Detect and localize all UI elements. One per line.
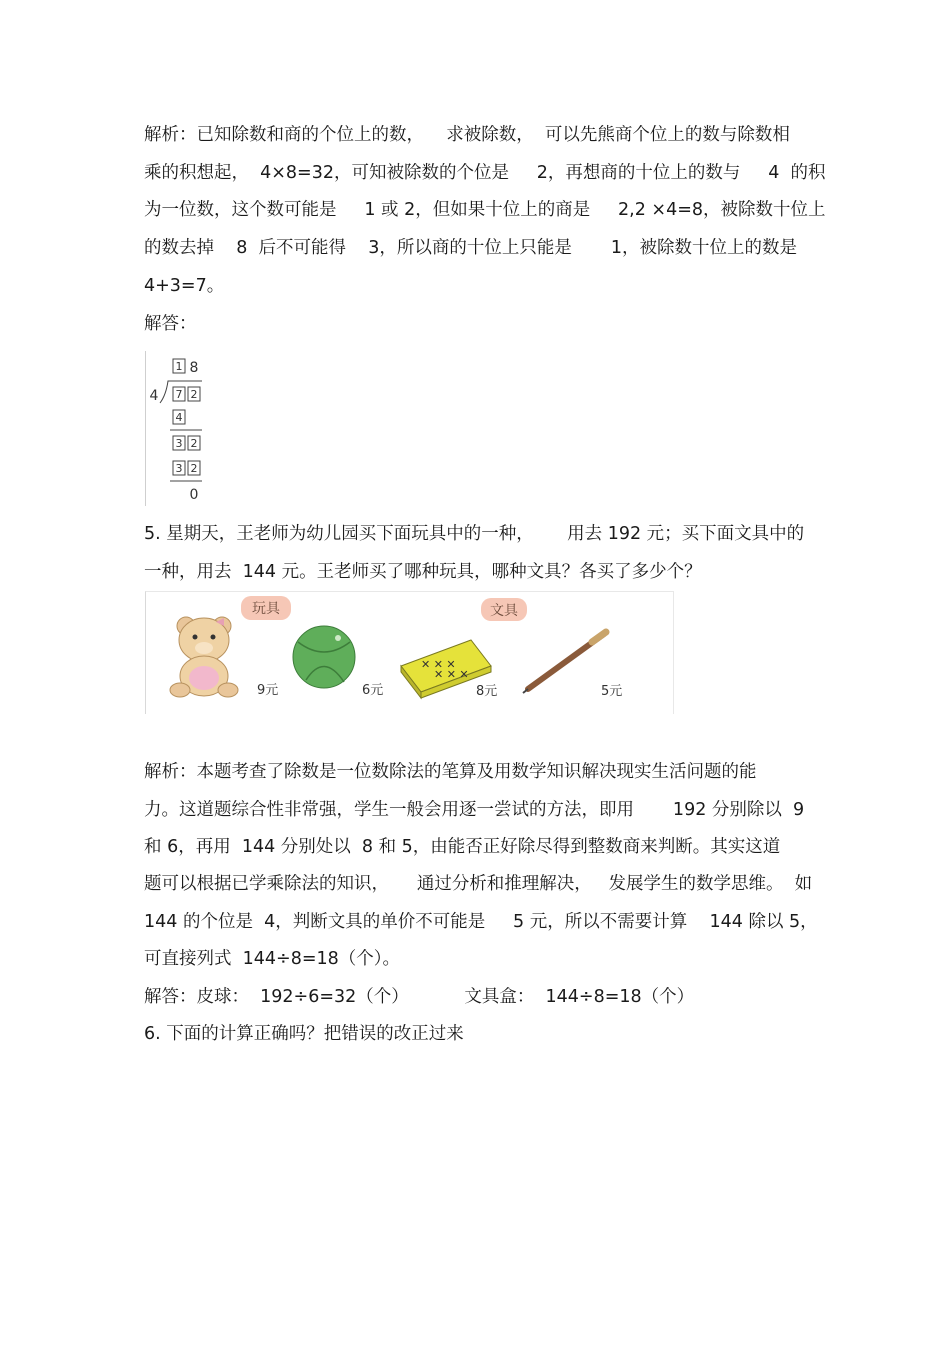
question-6: 6. 下面的计算正确吗？把错误的改正过来 [144, 1024, 464, 1044]
divisor: 4 [149, 388, 159, 404]
quotient-digit: 1 [175, 360, 183, 373]
analysis-line: 可直接列式 144÷8=18（个）。 [144, 949, 401, 969]
price-label: 8元 [476, 684, 498, 699]
analysis-line: 乘的积想起， 4×8=32，可知被除数的个位是 2，再想商的十位上的数与 4 的积 [144, 163, 826, 183]
svg-text:✕ ✕ ✕: ✕ ✕ ✕ [434, 668, 469, 681]
stationery-label: 文具 [490, 603, 518, 619]
step-digit: 2 [190, 462, 198, 475]
analysis-line: 解析：本题考查了除数是一位数除法的笔算及用数学知识解决现实生活问题的能 [144, 762, 757, 782]
ball-icon [293, 626, 355, 688]
step-digit: 2 [190, 437, 198, 450]
price-label: 5元 [601, 684, 623, 699]
answer-line: 解答：皮球： 192÷6=32（个） 文具盒： 144÷8=18（个） [144, 987, 695, 1007]
step-digit: 3 [175, 462, 183, 475]
teddy-bear-icon [170, 617, 238, 697]
toys-label: 玩具 [252, 601, 280, 617]
analysis-line: 和 6，再用 144 分别处以 8 和 5，由能否正好除尽得到整数商来判断。其实这道 [144, 837, 781, 857]
pen-icon [523, 632, 606, 693]
svg-text:✕ ✕ ✕: ✕ ✕ ✕ [421, 658, 456, 671]
answer-label: 解答： [144, 314, 197, 334]
analysis-line: 144 的个位是 4，判断文具的单价不可能是 5 元，所以不需要计算 144 除以 5， [144, 912, 818, 932]
analysis-line: 为一位数，这个数可能是 1 或 2，但如果十位上的商是 2,2 ×4=8，被除数十位上 [144, 200, 826, 220]
analysis-line: 题可以根据已学乘除法的知识， 通过分析和推理解决， 发展学生的数学思维。 如 [144, 874, 813, 894]
step-digit: 4 [175, 411, 183, 424]
question-line: 一种，用去 144 元。王老师买了哪种玩具，哪种文具？各买了多少个？ [144, 562, 702, 582]
quotient-digit: 8 [189, 360, 199, 376]
price-label: 9元 [257, 683, 279, 698]
analysis-line: 解析：已知除数和商的个位上的数， 求被除数， 可以先熊商个位上的数与除数相 [144, 125, 790, 145]
dividend-digit: 2 [190, 388, 198, 401]
step-digit: 3 [175, 437, 183, 450]
question-line: 5. 星期天，王老师为幼儿园买下面玩具中的一种， 用去 192 元；买下面文具中的 [144, 524, 805, 544]
long-division-figure [145, 351, 216, 506]
price-label: 6元 [362, 683, 384, 698]
analysis-line: 4+3=7。 [144, 276, 225, 296]
toys-stationery-figure [145, 591, 674, 714]
analysis-line: 的数去掉 8 后不可能得 3，所以商的十位上只能是 1，被除数十位上的数是 [144, 238, 797, 258]
analysis-line: 力。这道题综合性非常强，学生一般会用逐一尝试的方法，即用 192 分别除以 9 [144, 800, 805, 820]
remainder: 0 [189, 487, 199, 503]
dividend-digit: 7 [175, 388, 183, 401]
